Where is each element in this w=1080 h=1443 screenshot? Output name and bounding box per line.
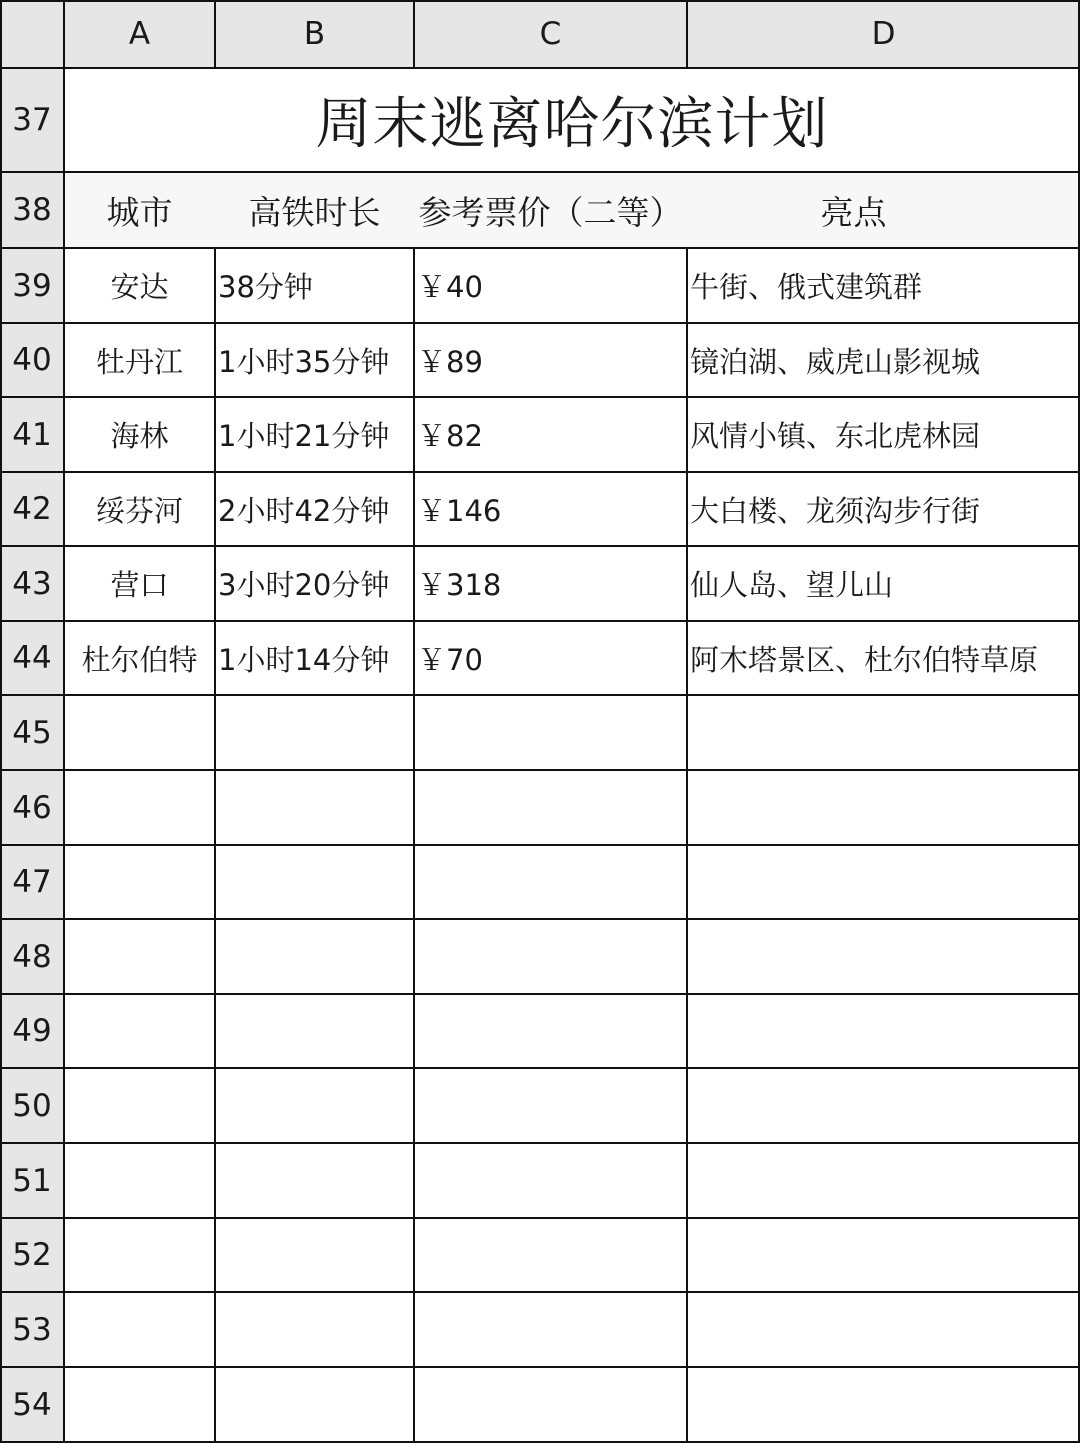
- grid-line: [0, 1142, 1080, 1144]
- grid-line: [0, 471, 1080, 473]
- grid-line: [0, 620, 1080, 622]
- grid-line: [0, 171, 1080, 173]
- price-cell[interactable]: ￥82: [417, 419, 483, 453]
- row-header-41[interactable]: 41: [0, 397, 64, 472]
- sheet-title-cell[interactable]: 周末逃离哈尔滨计划: [315, 92, 829, 157]
- row-header-42[interactable]: 42: [0, 472, 64, 546]
- highlights-cell[interactable]: 大白楼、龙须沟步行街: [690, 493, 981, 528]
- city-cell[interactable]: 营口: [110, 568, 169, 602]
- grid-line: [0, 993, 1080, 995]
- row-header-37[interactable]: 37: [0, 68, 64, 172]
- highlights-cell[interactable]: 阿木塔景区、杜尔伯特草原: [690, 642, 1039, 677]
- duration-cell[interactable]: 3小时20分钟: [218, 568, 390, 602]
- grid-line: [0, 67, 1080, 69]
- row-header-40[interactable]: 40: [0, 323, 64, 397]
- city-cell[interactable]: 安达: [110, 270, 169, 304]
- grid-line: [0, 1217, 1080, 1219]
- city-cell[interactable]: 绥芬河: [95, 493, 183, 528]
- row-header-49[interactable]: 49: [0, 994, 64, 1068]
- grid-line: [0, 0, 2, 1443]
- grid-line: [0, 1067, 1080, 1069]
- grid-line: [0, 396, 1080, 398]
- grid-line: [413, 0, 415, 68]
- city-cell[interactable]: 牡丹江: [95, 344, 183, 379]
- duration-cell[interactable]: 1小时14分钟: [218, 642, 390, 677]
- price-cell[interactable]: ￥89: [417, 344, 483, 379]
- row-header-51[interactable]: 51: [0, 1143, 64, 1218]
- row-header-52[interactable]: 52: [0, 1218, 64, 1292]
- city-cell[interactable]: 杜尔伯特: [81, 642, 198, 677]
- grid-line: [0, 322, 1080, 324]
- city-cell[interactable]: 海林: [110, 419, 169, 453]
- price-cell[interactable]: ￥40: [417, 270, 483, 304]
- highlights-cell[interactable]: 镜泊湖、威虎山影视城: [690, 344, 981, 379]
- grid-line: [686, 0, 688, 68]
- grid-line: [0, 1291, 1080, 1293]
- highlights-cell[interactable]: 牛街、俄式建筑群: [690, 270, 923, 304]
- duration-cell[interactable]: 1小时21分钟: [218, 419, 390, 453]
- row-header-50[interactable]: 50: [0, 1068, 64, 1143]
- row-header-38[interactable]: 38: [0, 172, 64, 248]
- header-highlights-cell[interactable]: 亮点: [687, 172, 1080, 248]
- row-header-43[interactable]: 43: [0, 546, 64, 621]
- grid-line: [0, 0, 1080, 2]
- grid-line: [0, 769, 1080, 771]
- select-all-corner[interactable]: [0, 0, 64, 68]
- grid-line: [214, 0, 216, 68]
- price-cell[interactable]: ￥318: [417, 568, 502, 602]
- row-header-39[interactable]: 39: [0, 248, 64, 323]
- grid-line: [0, 694, 1080, 696]
- column-header-b[interactable]: B: [215, 0, 414, 68]
- duration-cell[interactable]: 2小时42分钟: [218, 493, 390, 528]
- row-header-53[interactable]: 53: [0, 1292, 64, 1367]
- price-cell[interactable]: ￥70: [417, 642, 483, 677]
- header-duration-cell[interactable]: 高铁时长: [215, 172, 414, 248]
- price-cell[interactable]: ￥146: [417, 493, 502, 528]
- grid-line: [63, 0, 65, 1443]
- header-price-cell[interactable]: 参考票价（二等）: [414, 172, 687, 248]
- row-header-48[interactable]: 48: [0, 919, 64, 994]
- header-city-cell[interactable]: 城市: [64, 172, 215, 248]
- row-header-45[interactable]: 45: [0, 695, 64, 770]
- highlights-cell[interactable]: 仙人岛、望儿山: [690, 568, 894, 602]
- highlights-cell[interactable]: 风情小镇、东北虎林园: [690, 419, 981, 453]
- row-header-46[interactable]: 46: [0, 770, 64, 845]
- column-header-a[interactable]: A: [64, 0, 215, 68]
- grid-line: [0, 545, 1080, 547]
- row-header-44[interactable]: 44: [0, 621, 64, 695]
- grid-line: [0, 247, 1080, 249]
- grid-line: [0, 844, 1080, 846]
- duration-cell[interactable]: 38分钟: [218, 270, 313, 304]
- duration-cell[interactable]: 1小时35分钟: [218, 344, 390, 379]
- row-header-54[interactable]: 54: [0, 1367, 64, 1443]
- column-header-d[interactable]: D: [687, 0, 1080, 68]
- column-header-c[interactable]: C: [414, 0, 687, 68]
- grid-line: [0, 918, 1080, 920]
- grid-line: [0, 1366, 1080, 1368]
- row-header-47[interactable]: 47: [0, 845, 64, 919]
